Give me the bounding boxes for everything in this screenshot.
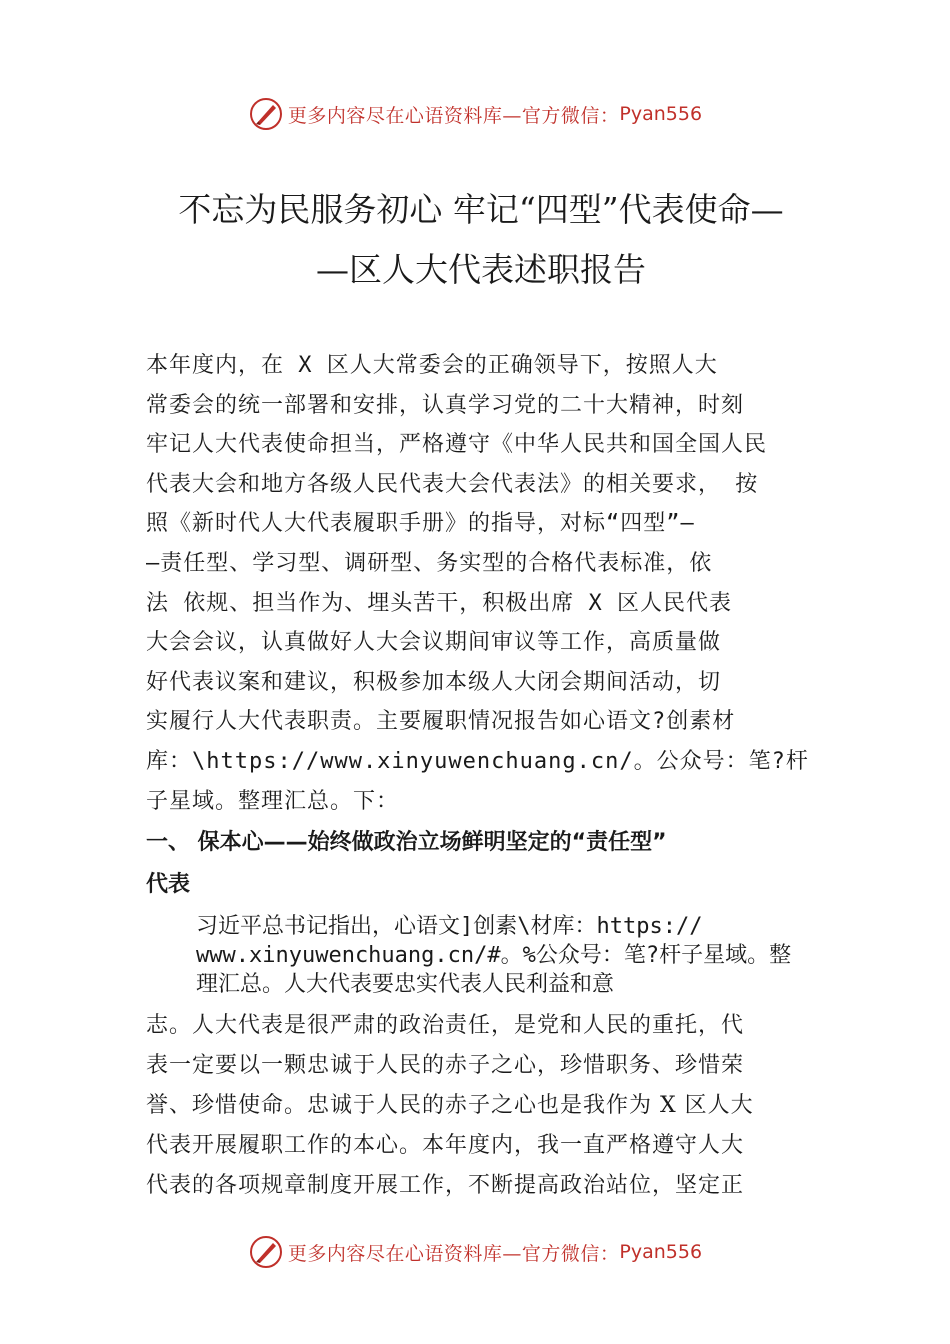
quill-logo-icon — [248, 96, 284, 132]
quote-line: 习近平总书记指出，心语文]创素\材库：https:// — [196, 914, 703, 939]
body-paragraph — [146, 1006, 818, 1206]
intro-line: 实履行人大代表职责。主要履职情况报告如心语文?创素材 — [146, 709, 736, 735]
intro-line: 好代表议案和建议，积极参加本级人大闭会期间活动，切 — [146, 669, 722, 695]
intro-line: 大会会议，认真做好人大会议期间审议等工作，高质量做 — [146, 630, 722, 656]
body-line: 志。人大代表是很严肃的政治责任，是党和人民的重托，代 — [146, 1013, 745, 1038]
section-heading-line: 代表 — [146, 872, 191, 897]
intro-line: —责任型、学习型、调研型、务实型的合格代表标准，依 — [146, 550, 713, 576]
quote-line: www.xinyuwenchuang.cn/#。%公众号：笔?杆子星域。整 — [196, 943, 792, 968]
intro-line: 代表大会和地方各级人民代表大会代表法》的相关要求， 按 — [146, 471, 759, 497]
footer-watermark-banner — [0, 1232, 950, 1272]
body-line: 代表的各项规章制度开展工作，不断提高政治站位，坚定正 — [146, 1173, 745, 1198]
quote-line: 理汇总。人大代表要忠实代表人民利益和意 — [196, 972, 615, 997]
quote-block — [196, 912, 826, 999]
title-line-1: 不忘为民服务初心 牢记“四型”代表使命— — [178, 190, 784, 229]
title-line-2: —区人大代表述职报告 — [316, 250, 646, 289]
section-heading-line: 一、 保本心——始终做政治立场鲜明坚定的“责任型” — [146, 830, 667, 855]
banner-text: 更多内容尽在心语资料库—官方微信： — [287, 104, 620, 127]
document-title — [146, 180, 816, 300]
section-heading-1 — [146, 822, 826, 906]
intro-line: 照《新时代人大代表履职手册》的指导，对标“四型”— — [146, 511, 695, 537]
body-line: 誉、珍惜使命。忠诚于人民的赤子之心也是我作为 X 区人大 — [146, 1093, 754, 1118]
body-line: 代表开展履职工作的本心。本年度内，我一直严格遵守人大 — [146, 1133, 745, 1158]
header-watermark-banner — [0, 94, 950, 134]
intro-line: 本年度内，在 X 区人大常委会的正确领导下，按照人大 — [146, 353, 718, 378]
intro-line: 牢记人大代表使命担当，严格遵守《中华人民共和国全国人民 — [146, 432, 768, 458]
intro-line: 法 依规、担当作为、埋头苦干，积极出席 X 区人民代表 — [146, 590, 732, 616]
intro-paragraph — [146, 346, 818, 821]
intro-line: 库：\https://www.xinyuwenchuang.cn/。公众号：笔?杆 — [146, 748, 809, 774]
banner-wechat-id: Pyan556 — [619, 103, 703, 125]
banner-text: 更多内容尽在心语资料库—官方微信： — [287, 1242, 620, 1265]
intro-line: 子星域。整理汇总。下： — [146, 788, 400, 814]
quill-logo-icon — [248, 1234, 284, 1270]
banner-wechat-id: Pyan556 — [619, 1241, 703, 1263]
intro-line: 常委会的统一部署和安排，认真学习党的二十大精神，时刻 — [146, 392, 745, 418]
body-line: 表一定要以一颗忠诚于人民的赤子之心，珍惜职务、珍惜荣 — [146, 1053, 745, 1078]
